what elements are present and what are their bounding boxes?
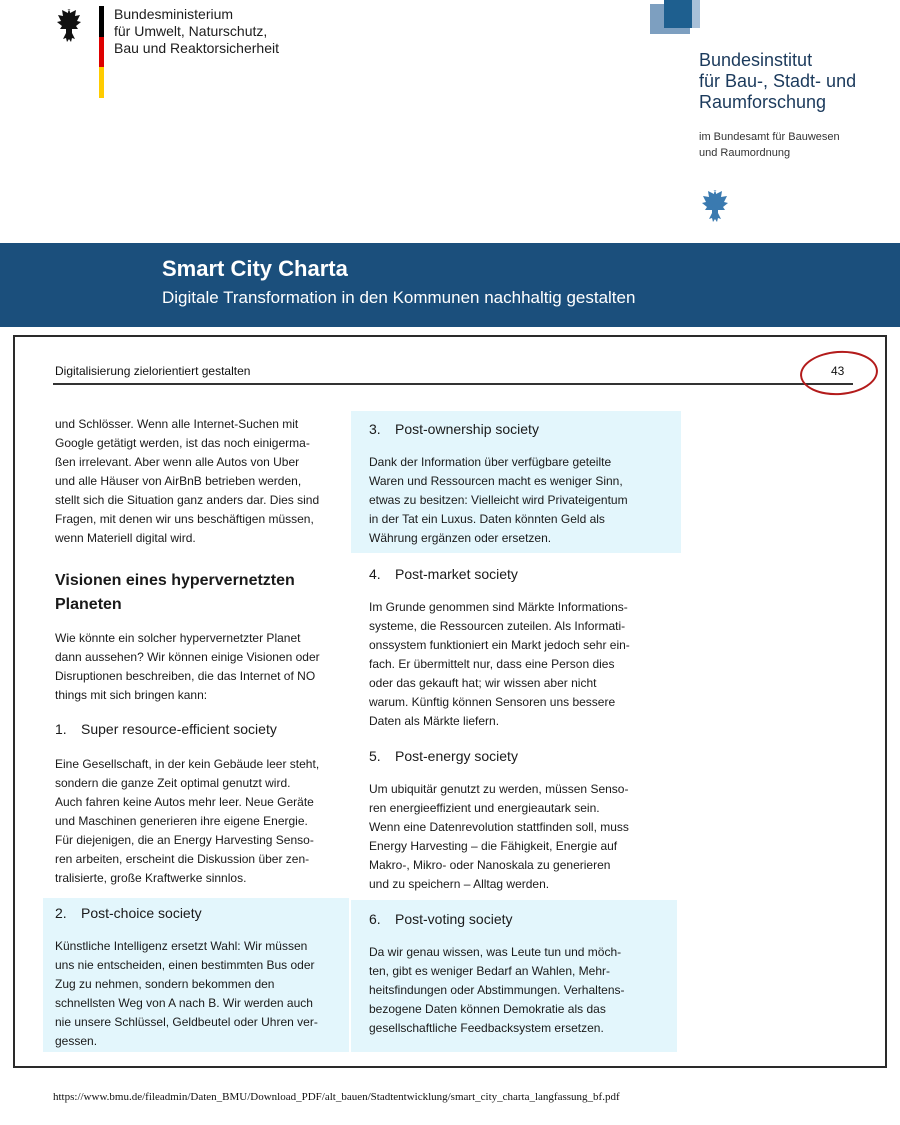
list-item-heading: 6. Post-voting society <box>369 911 513 927</box>
list-item-heading: 3. Post-ownership society <box>369 421 539 437</box>
list-item-6: 6. Post-voting society Da wir genau wissen, was Leute tun und möch- ten, gibt es weniger Bedarf an Wahlen, Mehr- heitsfindungen oder Abstimmungen. Verhaltens- bezogene Daten können Demokratie als das gesellschaftliche Feedbacksystem ersetzen. <box>369 911 625 1035</box>
list-item-1: 1. Super resource-efficient society Eine Gesellschaft, in der kein Gebäude leer steht, sondern die ganze Zeit optimal genutzt wird. Auch fahren keine Autos mehr leer. Neue Geräte und Maschinen generieren ihre eigene Energie. Für diejenigen, die an Energy Harvesting Senso- ren arbeiten, erscheint die Diskussion über zen- tralisierte, große Kraftwerke sinnlos. <box>55 721 320 885</box>
federal-eagle-small-icon <box>700 188 734 224</box>
list-item-heading: 1. Super resource-efficient society <box>55 721 277 737</box>
source-url[interactable]: https://www.bmu.de/fileadmin/Daten_BMU/Download_PDF/alt_bauen/Stadtentwicklung/smart_city_charta_langfassung_bf.pdf <box>53 1091 620 1103</box>
list-item-5: 5. Post-energy society Um ubiquitär genutzt zu werden, müssen Senso- ren energieeffizient und energieautark sein. Wenn eine Datenrevolution stattfinden soll, muss Energy Harvesting – die Fähigkeit, Energie auf Makro-, Mikro- oder Nanoskala zu generieren und zu speichern – Alltag werden. <box>369 748 629 891</box>
page-excerpt <box>13 335 887 1068</box>
title-banner <box>0 243 900 327</box>
list-item-heading: 4. Post-market society <box>369 566 518 582</box>
bbsr-logo-mark <box>650 0 702 36</box>
section-heading: Visionen eines hypervernetzten Planeten <box>55 572 295 613</box>
section-intro-paragraph: Wie könnte ein solcher hypervernetzter Planet dann aussehen? Wir können einige Visionen oder Disruptionen beschreiben, die das Internet of NO things mit sich bringen kann: <box>55 631 320 702</box>
list-item-heading: 5. Post-energy society <box>369 748 518 764</box>
header-rule <box>53 383 853 385</box>
list-item-3: 3. Post-ownership society Dank der Information über verfügbare geteilte Waren und Ressourcen macht es weniger Sinn, etwas zu besitzen: Vielleicht wird Privateigentum in der Tat ein Luxus. Daten könnten Geld als Währung ergänzen oder ersetzen. <box>369 421 628 545</box>
intro-paragraph: und Schlösser. Wenn alle Internet-Suchen mit Google getätigt werden, ist das noch einigerma- ßen irrelevant. Aber wenn alle Autos von Uber und alle Häuser von AirBnB betrieben werden, stellt sich die Situation ganz anders dar. Dies sind Fragen, mit denen wir uns beschäftigen müssen, wenn Materiell digital wird. <box>55 417 320 545</box>
bbsr-name: Bundesinstitut für Bau-, Stadt- und Raumforschung <box>699 50 857 112</box>
federal-eagle-icon <box>56 6 86 46</box>
bbsr-subtitle: im Bundesamt für Bauwesen und Raumordnung <box>699 131 840 159</box>
list-item-2: 2. Post-choice society Künstliche Intelligenz ersetzt Wahl: Wir müssen uns nie entscheiden, einen bestimmten Bus oder Zug zu nehmen, sondern bekommen den schnellsten Weg von A nach B. Wir werden auch nie unsere Schlüssel, Geldbeutel oder Uhren ver- gessen. <box>55 905 318 1048</box>
list-item-heading: 2. Post-choice society <box>55 905 202 921</box>
german-flag-bar <box>99 6 104 98</box>
list-item-4: 4. Post-market society Im Grunde genommen sind Märkte Informations- systeme, die Ressourcen zuteilen. Als Informati- onssystem funktioniert ein Markt jedoch sehr ein- fach. Er übermittelt nur, dass eine Person dies oder das gekauft hat; wir wissen aber nicht warum. Künftig können Sensoren uns bessere Daten als Märkte liefern. <box>369 566 630 728</box>
bmu-name: Bundesministerium für Umwelt, Naturschutz, Bau und Reaktorsicherheit <box>114 6 279 56</box>
document-subtitle: Digitale Transformation in den Kommunen nachhaltig gestalten <box>162 288 636 307</box>
section-header: Digitalisierung zielorientiert gestalten <box>55 364 251 378</box>
page-number-highlight-circle <box>799 348 880 397</box>
document-title: Smart City Charta <box>162 256 348 281</box>
page-number: 43 <box>831 364 845 378</box>
